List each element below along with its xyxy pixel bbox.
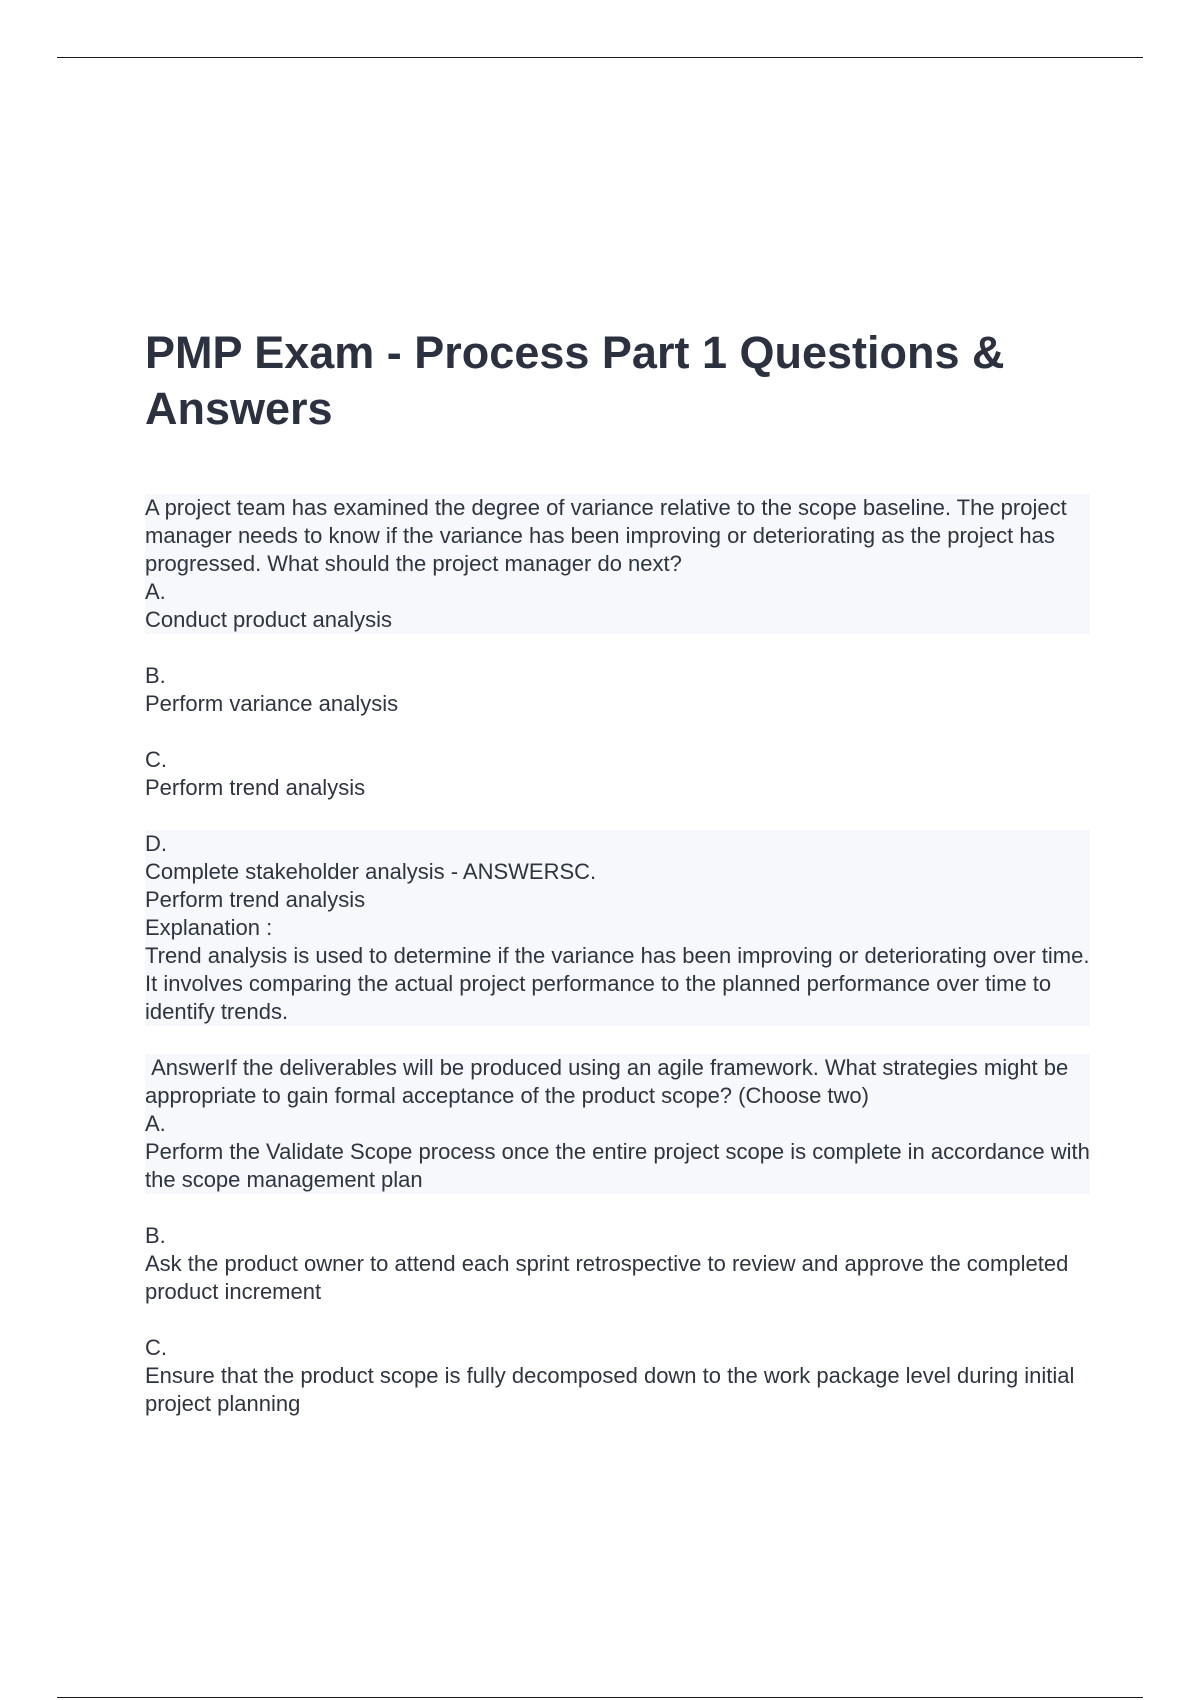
option-text: Conduct product analysis [145, 607, 393, 632]
spacer [145, 1306, 1090, 1334]
header-rule [57, 57, 1143, 58]
document-body [145, 494, 1096, 1418]
question-1-stem: A project team has examined the degree of variance relative to the scope baseline. The project manager needs to know if the variance has been improving or deteriorating as the project has progressed. What should the project manager do next? [145, 495, 1073, 576]
footer-rule [57, 1697, 1143, 1698]
option-text: Complete stakeholder analysis - ANSWERSC. [145, 859, 597, 884]
explanation-text: Trend analysis is used to determine if the variance has been improving or deteriorating over time. It involves comparing the actual project performance to the planned performance over time to identify trends. [145, 943, 1096, 1024]
explanation-label: Explanation : [145, 915, 273, 940]
option-letter: C. [145, 747, 167, 772]
answer-text: Perform trend analysis [145, 887, 366, 912]
spacer [145, 634, 1090, 662]
option-text: Perform trend analysis [145, 775, 366, 800]
option-letter: A. [145, 579, 166, 604]
option-text: Ensure that the product scope is fully decomposed down to the work package level during initial project planning [145, 1363, 1081, 1416]
question-2-stem: AnswerIf the deliverables will be produced using an agile framework. What strategies might be appropriate to gain formal acceptance of the product scope? (Choose two) [145, 1055, 1075, 1108]
option-letter: A. [145, 1111, 166, 1136]
question-1 [145, 494, 1090, 634]
spacer [145, 802, 1090, 830]
page-title: PMP Exam - Process Part 1 Questions & Answers [145, 327, 1005, 434]
option-text: Perform the Validate Scope process once the entire project scope is complete in accordance with the scope management plan [145, 1139, 1096, 1192]
option-text: Perform variance analysis [145, 691, 399, 716]
spacer [145, 718, 1090, 746]
option-letter: B. [145, 1223, 166, 1248]
option-letter: D. [145, 831, 167, 856]
question-2 [145, 1054, 1096, 1194]
option-letter: B. [145, 663, 166, 688]
spacer [145, 1026, 1090, 1054]
option-letter: C. [145, 1335, 167, 1360]
spacer [145, 1194, 1090, 1222]
question-1-answer-block [145, 830, 1096, 1026]
option-text: Ask the product owner to attend each sprint retrospective to review and approve the completed product increment [145, 1251, 1075, 1304]
